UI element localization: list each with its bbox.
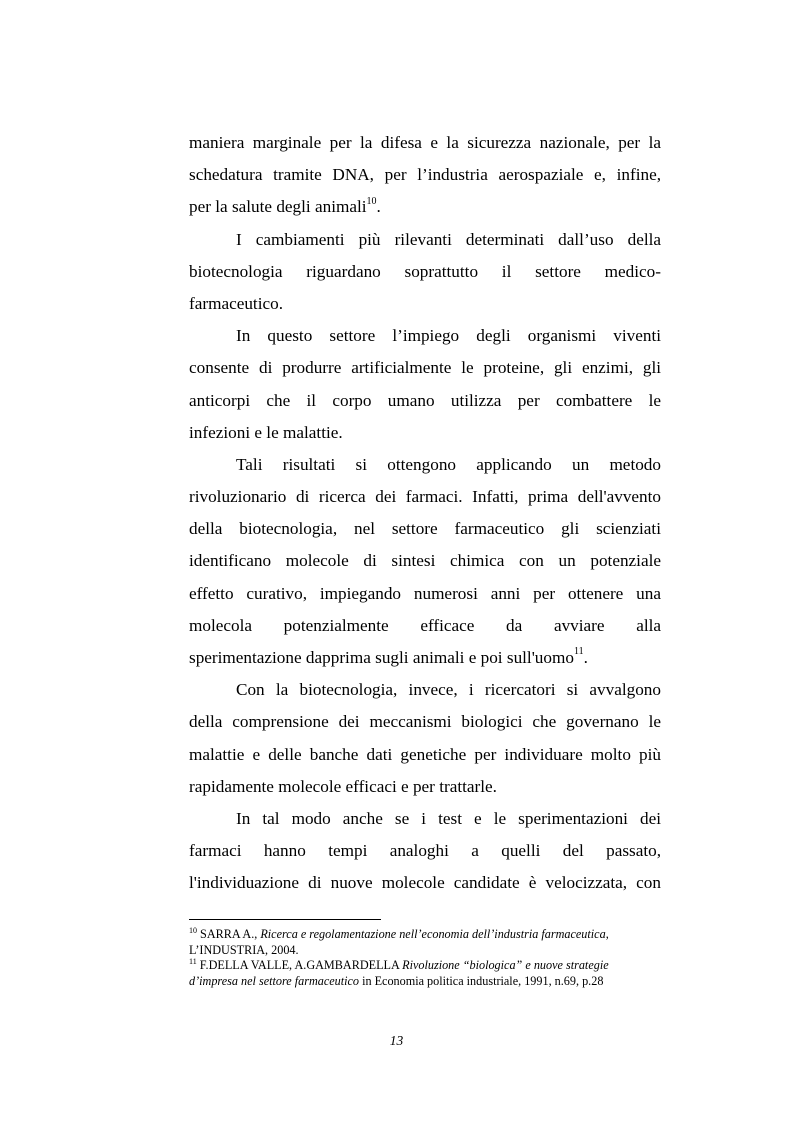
body-line-text: farmaci hanno tempi analoghi a quelli del passato, xyxy=(189,841,661,861)
body-line-text: anticorpi che il corpo umano utilizza per combattere le xyxy=(189,390,661,410)
body-line xyxy=(189,545,661,577)
body-line-text: sperimentazione dapprima sugli animali e poi sull'uomo xyxy=(189,648,574,667)
footnote-10-number: 10 xyxy=(189,925,197,935)
body-line-text: In tal modo anche se i test e le sperimentazioni dei xyxy=(236,808,661,828)
footnote-11-title-1: Rivoluzione “biologica” e nuove strategie xyxy=(402,958,609,972)
footnote-reference[interactable]: 10 xyxy=(366,195,377,207)
body-line xyxy=(189,224,661,256)
body-line xyxy=(189,803,661,835)
body-line xyxy=(189,706,661,738)
footnote-11-line-2 xyxy=(189,974,661,990)
body-line-text: consente di produrre artificialmente le proteine, gli enzimi, gli xyxy=(189,358,661,378)
body-line xyxy=(189,642,661,674)
body-line-text: Con la biotecnologia, invece, i ricercatori si avvalgono xyxy=(236,680,661,700)
body-line-punctuation: . xyxy=(376,197,381,217)
footnote-11-rest: in Economia politica industriale, 1991, n.69, p.28 xyxy=(359,973,604,988)
footnote-10-title: Ricerca e regolamentazione nell’economia dell’industria farmaceutica xyxy=(260,927,606,941)
body-line-text: farmaceutico. xyxy=(189,293,283,313)
body-line-text: In questo settore l’impiego degli organismi viventi xyxy=(236,326,661,346)
footnote-11-author: F.DELLA VALLE, A.GAMBARDELLA xyxy=(196,958,403,972)
body-line-text: malattie e delle banche dati genetiche per individuare molto più xyxy=(189,744,661,764)
body-line-punctuation: . xyxy=(583,648,588,667)
body-line xyxy=(189,385,661,417)
footnote-10-line-2: L’INDUSTRIA, 2004. xyxy=(189,942,299,957)
footnote-11-line-1 xyxy=(189,958,661,974)
body-line-text: della comprensione dei meccanismi biologici che governano le xyxy=(189,712,661,732)
footnote-11-number: 11 xyxy=(189,956,197,966)
footnote-separator xyxy=(189,919,381,920)
footnotes xyxy=(189,927,661,989)
footnote-11-title-2: d’impresa nel settore farmaceutico xyxy=(189,973,360,988)
body-line xyxy=(189,288,661,320)
body-line-text: Tali risultati si ottengono applicando un metodo xyxy=(236,454,661,474)
page-number: 13 xyxy=(389,1033,404,1048)
body-line-text: identificano molecole di sintesi chimica con un potenziale xyxy=(189,551,661,571)
body-line xyxy=(189,320,661,352)
body-line-text: maniera marginale per la difesa e la sicurezza nazionale, per la xyxy=(189,133,661,152)
footnote-10-punct: , xyxy=(605,927,609,941)
body-line-text: infezioni e le malattie. xyxy=(189,422,343,442)
body-line-text: per la salute degli animali xyxy=(189,197,367,217)
body-line xyxy=(189,771,661,803)
main-text xyxy=(189,127,661,900)
body-line-text: biotecnologia riguardano soprattutto il settore medico- xyxy=(189,261,661,281)
body-line xyxy=(189,159,661,191)
body-line xyxy=(189,417,661,449)
body-line-text: l'individuazione di nuove molecole candidate è velocizzata, con xyxy=(189,873,661,893)
body-line xyxy=(189,449,661,481)
body-line-text: I cambiamenti più rilevanti determinati dall’uso della xyxy=(236,229,661,249)
body-line xyxy=(189,191,661,223)
body-line xyxy=(189,674,661,706)
body-line-text: effetto curativo, impiegando numerosi anni per ottenere una xyxy=(189,583,661,603)
footnote-10-author: SARRA A., xyxy=(197,927,261,941)
body-line xyxy=(189,481,661,513)
body-line-text: della biotecnologia, nel settore farmaceutico gli scienziati xyxy=(189,519,661,539)
body-line xyxy=(189,256,661,288)
body-line xyxy=(189,867,661,899)
body-line xyxy=(189,352,661,384)
body-line xyxy=(189,578,661,610)
footnote-reference[interactable]: 11 xyxy=(573,646,584,658)
body-line xyxy=(189,610,661,642)
body-line-text: rivoluzionario di ricerca dei farmaci. Infatti, prima dell'avvento xyxy=(189,487,661,507)
body-line xyxy=(189,127,661,159)
body-line-text: molecola potenzialmente efficace da avviare alla xyxy=(189,615,661,635)
body-line xyxy=(189,835,661,867)
body-line-text: rapidamente molecole efficaci e per trattarle. xyxy=(189,776,497,796)
body-line xyxy=(189,513,661,545)
footnote-10-line-1 xyxy=(189,927,661,943)
body-line xyxy=(189,739,661,771)
body-line-text: schedatura tramite DNA, per l’industria aerospaziale e, infine, xyxy=(189,165,661,185)
